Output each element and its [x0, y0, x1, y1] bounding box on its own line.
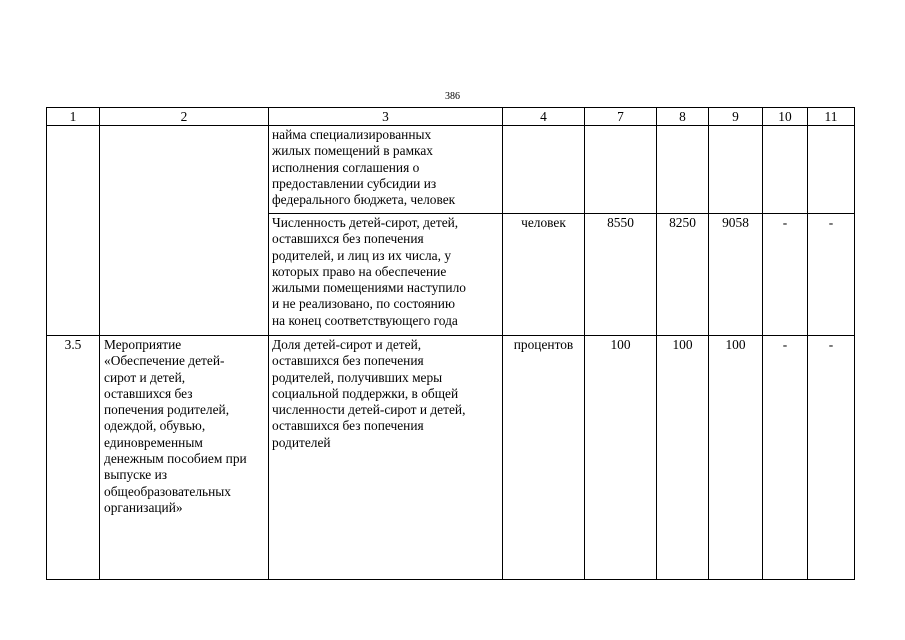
cell-text-line: социальной поддержки, в общей [272, 385, 459, 401]
cell-text-line: общеобразовательных [104, 483, 232, 499]
cell-text-line: организаций» [104, 499, 183, 515]
column-header: 4 [503, 108, 585, 126]
indicator-name [269, 336, 503, 580]
indicator-name [269, 126, 503, 214]
cell-text-line: родителей [272, 434, 331, 450]
cell-text-line: на конец соответствующего года [272, 312, 458, 328]
column-header: 2 [100, 108, 269, 126]
cell-text-line: Численность детей-сирот, детей, [272, 215, 459, 230]
cell-text-line: сирот и детей, [104, 369, 186, 385]
cell-text-line: оставшихся без попечения [272, 231, 424, 247]
cell-text-line: Мероприятие [104, 337, 182, 352]
cell-text-line: оставшихся без попечения [272, 418, 424, 434]
cell-text-line: «Обеспечение детей- [104, 353, 225, 369]
value-col-10 [763, 126, 808, 214]
event-name [100, 336, 269, 580]
page-number: 386 [445, 91, 460, 102]
cell-text-line: которых право на обеспечение [272, 263, 447, 279]
cell-text-line: жилыми помещениями наступило [272, 280, 466, 296]
table-row [47, 336, 855, 580]
value-col-9: 9058 [709, 214, 763, 336]
column-header: 3 [269, 108, 503, 126]
value-col-8: 100 [657, 336, 709, 580]
value-col-7 [585, 126, 657, 214]
cell-text-line: выпуске из [104, 467, 168, 483]
value-col-10: - [763, 214, 808, 336]
table-row [47, 126, 855, 214]
value-col-9: 100 [709, 336, 763, 580]
cell-text-line: оставшихся без [104, 385, 193, 401]
cell-text-line: одеждой, обувью, [104, 418, 206, 434]
value-col-8 [657, 126, 709, 214]
cell-text-line: попечения родителей, [104, 402, 230, 418]
value-col-11 [808, 126, 855, 214]
unit-cell: человек [503, 214, 585, 336]
cell-text-line: Доля детей-сирот и детей, [272, 337, 422, 352]
value-col-11: - [808, 336, 855, 580]
value-col-10: - [763, 336, 808, 580]
indicators-table [46, 107, 855, 580]
indicator-name [269, 214, 503, 336]
cell-text-line: единовременным [104, 434, 203, 450]
cell-text-line: денежным пособием при [104, 451, 247, 467]
cell-text-line: предоставлении субсидии из [272, 175, 437, 191]
row-number [47, 126, 100, 336]
cell-text-line: исполнения соглашения о [272, 159, 420, 175]
table-header-row [47, 108, 855, 126]
cell-text-line: федерального бюджета, человек [272, 192, 456, 208]
column-header: 1 [47, 108, 100, 126]
cell-text-line: найма специализированных [272, 127, 432, 142]
column-header: 9 [709, 108, 763, 126]
unit-cell [503, 126, 585, 214]
column-header: 7 [585, 108, 657, 126]
value-col-8: 8250 [657, 214, 709, 336]
column-header: 10 [763, 108, 808, 126]
column-header: 8 [657, 108, 709, 126]
value-col-11: - [808, 214, 855, 336]
column-header: 11 [808, 108, 855, 126]
cell-text-line: оставшихся без попечения [272, 353, 424, 369]
cell-text-line: жилых помещений в рамках [272, 143, 433, 159]
cell-text-line: родителей, и лиц из их числа, у [272, 247, 452, 263]
cell-text-line: численности детей-сирот и детей, [272, 402, 466, 418]
value-col-7: 8550 [585, 214, 657, 336]
event-name [100, 126, 269, 336]
cell-text-line: родителей, получивших меры [272, 369, 443, 385]
unit-cell: процентов [503, 336, 585, 580]
cell-text-line: и не реализовано, по состоянию [272, 296, 455, 312]
row-number: 3.5 [47, 336, 100, 580]
value-col-9 [709, 126, 763, 214]
value-col-7: 100 [585, 336, 657, 580]
